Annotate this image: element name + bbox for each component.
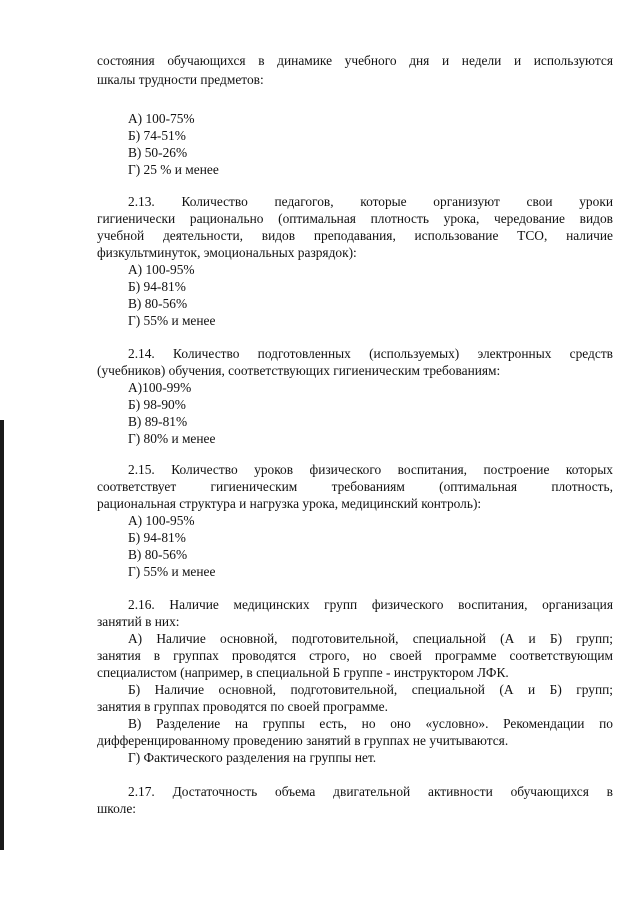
q216-c-line-2: дифференцированному проведению занятий в группах не учитываются. [97,733,509,748]
q213-option-b: Б) 94-81% [128,279,186,294]
q214-option-b: Б) 98-90% [128,397,186,412]
q214-line-1: 2.14. Количество подготовленных (используемых) электронных средств [128,346,613,361]
q215-option-b: Б) 94-81% [128,530,186,545]
q217-line-2: школе: [97,801,137,816]
q215-line-1: 2.15. Количество уроков физического воспитания, построение которых [128,462,613,477]
q214-option-a: А)100-99% [128,380,192,395]
q213-option-c: В) 80-56% [128,296,188,311]
q213-option-a: А) 100-95% [128,262,195,277]
intro-line-1: состояния обучающихся в динамике учебного дня и недели и используются [97,53,613,68]
q213-line-2: гигиенически рационально (оптимальная плотность урока, чередование видов [97,211,613,226]
q213-option-d: Г) 55% и менее [128,313,216,328]
q217-line-1: 2.17. Достаточность объема двигательной активности обучающихся в [128,784,613,799]
q216-b-line-2: занятия в группах проводятся по своей программе. [97,699,388,714]
q216-b-line-1: Б) Наличие основной, подготовительной, специальной (А и Б) групп; [128,682,613,697]
q216-line-1: 2.16. Наличие медицинских групп физического воспитания, организация [128,597,613,612]
q213-line-3: учебной деятельности, видов преподавания, использование ТСО, наличие [97,228,613,243]
q215-option-d: Г) 55% и менее [128,564,216,579]
scan-edge-shadow [0,420,4,850]
q215-option-c: В) 80-56% [128,547,188,562]
q213-line-1: 2.13. Количество педагогов, которые организуют свои уроки [128,194,613,209]
q216-a-line-1: А) Наличие основной, подготовительной, специальной (А и Б) групп; [128,631,613,646]
q214-option-c: В) 89-81% [128,414,188,429]
intro-option-b: Б) 74-51% [128,128,186,143]
intro-option-d: Г) 25 % и менее [128,162,219,177]
q215-option-a: А) 100-95% [128,513,195,528]
q216-c-line-1: В) Разделение на группы есть, но оно «условно». Рекомендации по [128,716,613,731]
q214-option-d: Г) 80% и менее [128,431,216,446]
intro-line-2: шкалы трудности предметов: [97,72,264,87]
intro-option-c: В) 50-26% [128,145,188,160]
q215-line-2: соответствует гигиеническим требованиям (оптимальная плотность, [97,479,613,494]
q216-a-line-3: специалистом (например, в специальной Б группе - инструктором ЛФК. [97,665,509,680]
q216-line-2: занятий в них: [97,614,180,629]
q216-a-line-2: занятия в группах проводятся строго, но своей программе соответствующим [97,648,613,663]
q213-line-4: физкультминуток, эмоциональных разрядок): [97,245,357,260]
q215-line-3: рациональная структура и нагрузка урока, медицинский контроль): [97,496,482,511]
intro-option-a: А) 100-75% [128,111,195,126]
q214-line-2: (учебников) обучения, соответствующих гигиеническим требованиям: [97,363,501,378]
q216-d-line-1: Г) Фактического разделения на группы нет. [128,750,377,765]
